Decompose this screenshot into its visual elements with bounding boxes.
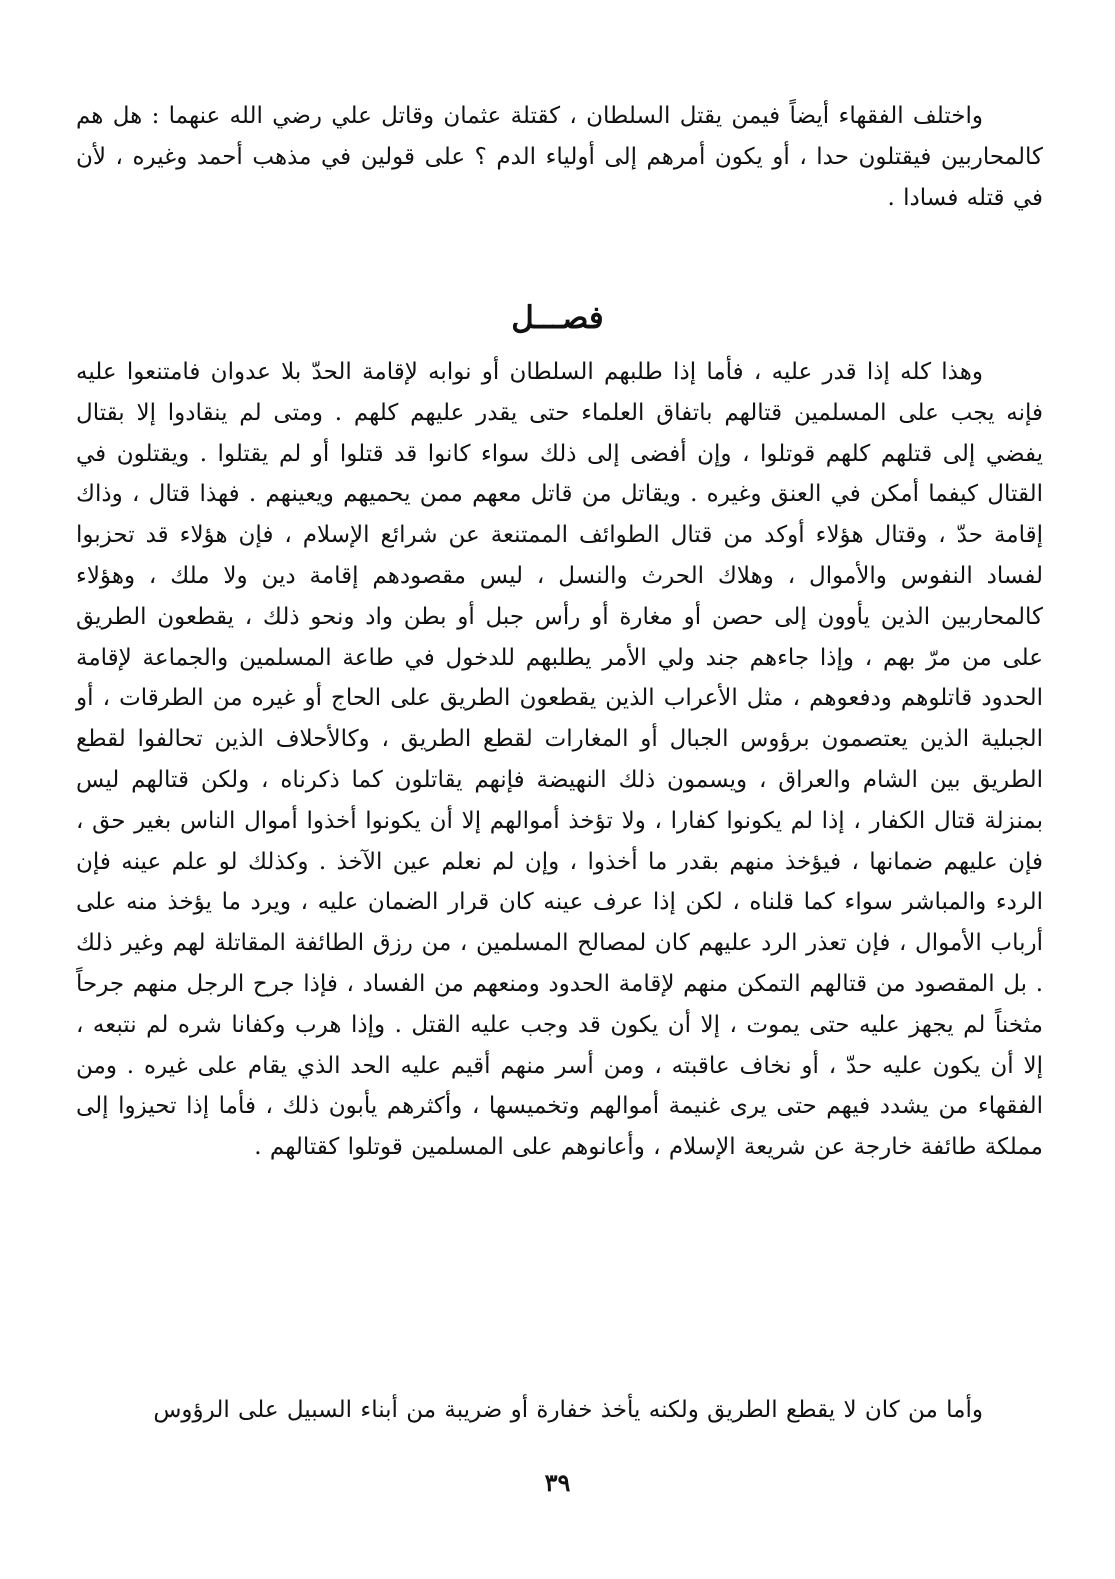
section-heading: فصـــل — [511, 300, 604, 336]
paragraph-highway-tax: وأما من كان لا يقطع الطريق ولكنه يأخذ خفارة أو ضريبة من أبناء السبيل على الرؤوس — [153, 1397, 983, 1423]
paragraph-fuqaha-disagreement: واختلف الفقهاء أيضاً فيمن يقتل السلطان ، كقتلة عثمان وقاتل علي رضي الله عنهما : هل هم كالمحاربين فيقتلون حدا ، أو يكون أمرهم إلى أولياء الدم ؟ على قولين في مذهب أحمد وغيره ، لأن في قتله فسادا . — [76, 103, 1043, 211]
paragraph-fighting-rebels: وهذا كله إذا قدر عليه ، فأما إذا طلبهم السلطان أو نوابه لإقامة الحدّ بلا عدوان فامتنعوا عليه فإنه يجب على المسلمين قتالهم باتفاق العلماء حتى يقدر عليهم كلهم . ومتى لم ينقادوا إلا بقتال يفضي إلى قتلهم كلهم قوتلوا ، وإن أفضى إلى ذلك سواء كانوا قد قتلوا أو لم يقتلوا . ويقتلون في القتال كيفما أمكن في العنق وغيره . ويقاتل من قاتل معهم ممن يحميهم ويعينهم . فهذا قتال ، وذاك إقامة حدّ ، وقتال هؤلاء أوكد من قتال الطوائف الممتنعة عن شرائع الإسلام ، فإن هؤلاء قد تحزبوا لفساد النفوس والأموال ، وهلاك الحرث والنسل ، ليس مقصودهم إقامة دين ولا ملك ، وهؤلاء كالمحاربين الذين يأوون إلى حصن أو مغارة أو رأس جبل أو بطن واد ونحو ذلك ، يقطعون الطريق على من مرّ بهم ، وإذا جاءهم جند ولي الأمر يطلبهم للدخول في طاعة المسلمين والجماعة لإقامة الحدود قاتلوهم ودفعوهم ، مثل الأعراب الذين يقطعون الطريق على الحاج أو غيره من الطرقات ، أو الجبلية الذين يعتصمون برؤوس الجبال أو المغارات لقطع الطريق ، وكالأحلاف الذين تحالفوا لقطع الطريق بين الشام والعراق ، ويسمون ذلك النهيضة فإنهم يقاتلون كما ذكرناه ، ولكن قتالهم ليس بمنزلة قتال الكفار ، إذا لم يكونوا كفارا ، ولا تؤخذ أموالهم إلا أن يكونوا أخذوا أموال الناس بغير حق ، فإن عليهم ضمانها ، فيؤخذ منهم بقدر ما أخذوا ، وإن لم نعلم عين الآخذ . وكذلك لو علم عينه فإن الردء والمباشر سواء كما قلناه ، لكن إذا عرف عينه كان قرار الضمان عليه ، ويرد ما يؤخذ منه على أرباب الأموال ، فإن تعذر الرد عليهم كان لمصالح المسلمين ، من رزق الطائفة المقاتلة لهم وغير ذلك . بل المقصود من قتالهم التمكن منهم لإقامة الحدود ومنعهم من الفساد ، فإذا جرح الرجل منهم جرحاً مثخناً لم يجهز عليه حتى يموت ، إلا أن يكون قد وجب عليه القتل . وإذا هرب وكفانا شره لم نتبعه ، إلا أن يكون عليه حدّ ، أو نخاف عاقبته ، ومن أسر منهم أقيم عليه الحد الذي يقام على غيره . ومن الفقهاء من يشدد فيهم حتى يرى غنيمة أموالهم وتخميسها ، وأكثرهم يأبون ذلك ، فأما إذا تحيزوا إلى مملكة طائفة خارجة عن شريعة الإسلام ، وأعانوهم على المسلمين قوتلوا كقتالهم . — [76, 359, 1043, 1161]
page-number: ٣٩ — [544, 1468, 571, 1497]
